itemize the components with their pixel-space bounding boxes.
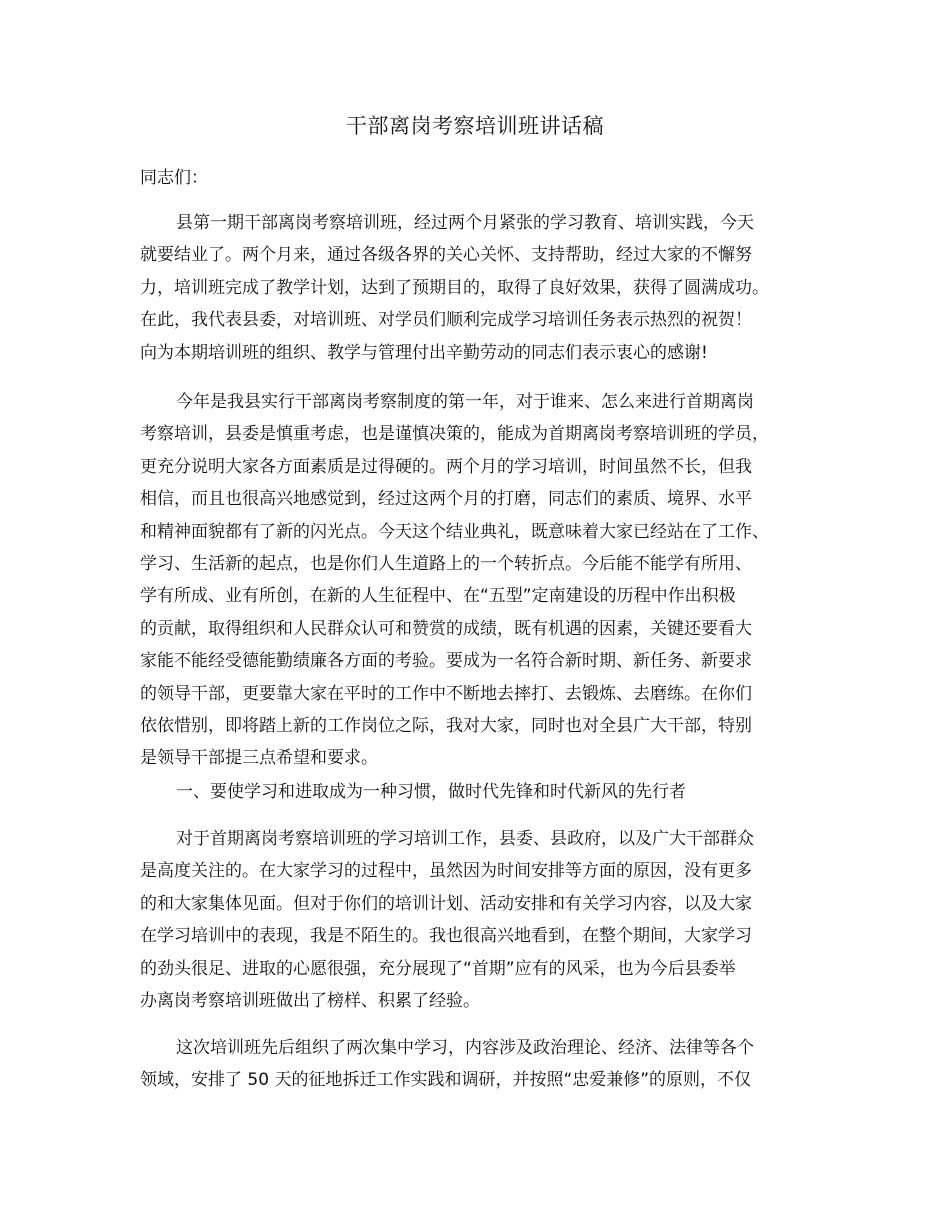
text-line: 力，培训班完成了教学计划，达到了预期目的，取得了良好效果，获得了圆满成功。 bbox=[140, 277, 769, 298]
text-line: 家能不能经受德能勤绩廉各方面的考验。要成为一名符合新时期、新任务、新要求 bbox=[140, 651, 752, 672]
text-line: 今年是我县实行干部离岗考察制度的第一年，对于谁来、怎么来进行首期离岗 bbox=[176, 392, 754, 412]
text-line: 向为本期培训班的组织、教学与管理付出辛勤劳动的同志们表示衷心的感谢! bbox=[140, 342, 708, 363]
page-title: 干部离岗考察培训班讲话稿 bbox=[346, 114, 604, 138]
section-heading-1 bbox=[140, 776, 820, 808]
text-line: 的贡献，取得组织和人民群众认可和赞赏的成绩，既有机遇的因素，关键还要看大 bbox=[140, 618, 752, 639]
text-line: 更充分说明大家各方面素质是过得硬的。两个月的学习培训，时间虽然不长，但我 bbox=[140, 456, 752, 477]
text-line: 是高度关注的。在大家学习的过程中，虽然因为时间安排等方面的原因，没有更多 bbox=[140, 861, 752, 882]
text-line: 就要结业了。两个月来，通过各级各界的关心关怀、支持帮助，经过大家的不懈努 bbox=[140, 245, 752, 266]
text-line: 的劲头很足、进取的心愿很强，充分展现了“首期”应有的风采，也为今后县委举 bbox=[140, 958, 736, 979]
text-line: 的和大家集体见面。但对于你们的培训计划、活动安排和有关学习内容，以及大家 bbox=[140, 893, 752, 914]
text-line: 学习、生活新的起点，也是你们人生道路上的一个转折点。今后能不能学有所用、 bbox=[140, 553, 752, 574]
text-line: 对于首期离岗考察培训班的学习培训工作，县委、县政府，以及广大干部群众 bbox=[176, 829, 754, 849]
paragraph-2 bbox=[140, 386, 820, 775]
text-line: 考察培训，县委是慎重考虑，也是谨慎决策的，能成为首期离岗考察培训班的学员， bbox=[140, 424, 769, 445]
text-line: 办离岗考察培训班做出了榜样、积累了经验。 bbox=[140, 990, 480, 1011]
text-line: 相信，而且也很高兴地感觉到，经过这两个月的打磨，同志们的素质、境界、水平 bbox=[140, 489, 752, 510]
text-line: 领域，安排了 50 天的征地拆迁工作实践和调研，并按照“忠爱兼修”的原则，不仅 bbox=[140, 1070, 752, 1091]
text-line: 在学习培训中的表现，我是不陌生的。我也很高兴地看到，在整个期间，大家学习 bbox=[140, 926, 752, 947]
text-line: 学有所成、业有所创，在新的人生征程中、在“五型”定南建设的历程中作出积极 bbox=[140, 586, 736, 607]
text-line: 和精神面貌都有了新的闪光点。今天这个结业典礼，既意味着大家已经站在了工作、 bbox=[140, 521, 769, 542]
paragraph-1 bbox=[140, 207, 820, 369]
text-line: 是领导干部提三点希望和要求。 bbox=[140, 748, 378, 769]
text-line: 县第一期干部离岗考察培训班，经过两个月紧张的学习教育、培训实践，今天 bbox=[176, 213, 754, 233]
text-line: 在此，我代表县委，对培训班、对学员们顺利完成学习培训任务表示热烈的祝贺！ bbox=[140, 310, 752, 331]
paragraph-4 bbox=[140, 1032, 820, 1097]
greeting: 同志们： bbox=[140, 168, 208, 188]
section-heading-text: 一、要使学习和进取成为一种习惯，做时代先锋和时代新风的先行者 bbox=[176, 782, 686, 802]
text-line: 这次培训班先后组织了两次集中学习，内容涉及政治理论、经济、法律等各个 bbox=[176, 1038, 754, 1058]
paragraph-3 bbox=[140, 823, 820, 1017]
text-line: 的领导干部，更要靠大家在平时的工作中不断地去摔打、去锻炼、去磨练。在你们 bbox=[140, 683, 752, 704]
text-line: 依依惜别，即将踏上新的工作岗位之际，我对大家，同时也对全县广大干部，特别 bbox=[140, 715, 752, 736]
